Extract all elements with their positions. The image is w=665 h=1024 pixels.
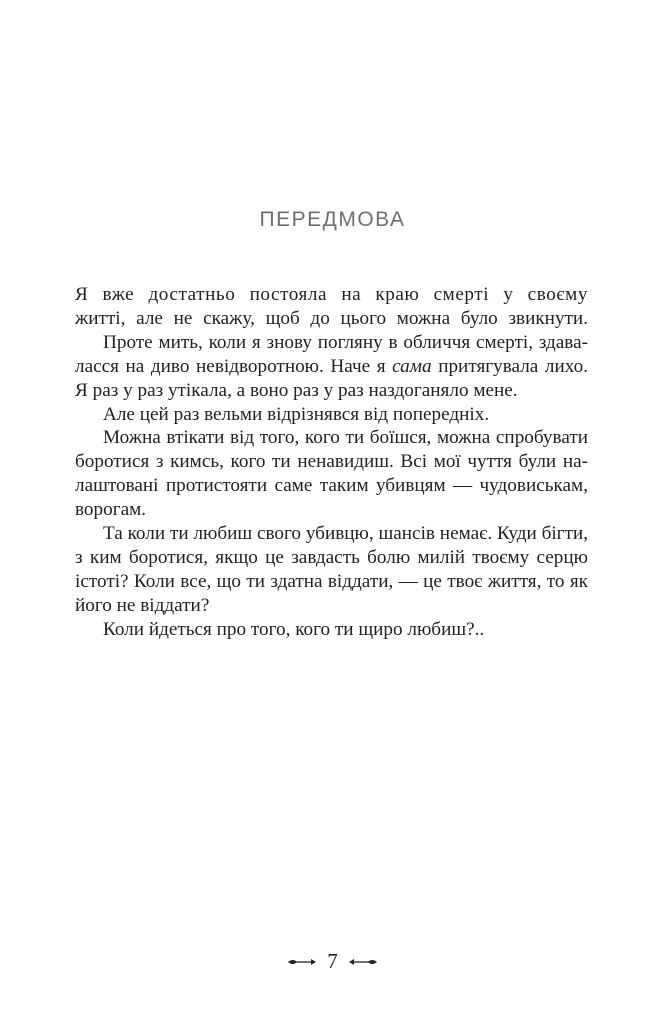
preface-text <box>75 283 588 642</box>
text-line: житті, але не скажу, щоб до цього можна було звикнути. <box>75 307 588 329</box>
page-number: 7 <box>327 949 338 973</box>
text-line: ворогам. <box>75 499 147 521</box>
chapter-heading: ПЕРЕДМОВА <box>259 208 406 231</box>
text-line: лаштовані протистояти саме таким убивцям — чудовиськам, <box>75 475 588 497</box>
text-line: Але цей раз вельми відрізнявся від попередніх. <box>103 403 490 425</box>
text-fragment: притягувала лихо. <box>431 355 589 377</box>
text-line: його не віддати? <box>75 594 210 616</box>
text-line: боротися з кимсь, кого ти ненавидиш. Всі мої чуття були на- <box>75 451 588 473</box>
text-line: Коли йдеться про того, кого ти щиро любиш?.. <box>103 618 485 640</box>
text-line: істоті? Коли все, що ти здатна віддати, — це твоє життя, то як <box>75 570 588 592</box>
ornament-left-icon <box>287 956 317 968</box>
text-line: з ким боротися, якщо це завдасть болю милій твоєму серцю <box>75 546 588 568</box>
text-line: Та коли ти любиш свого убивцю, шансів немає. Куди бігти, <box>103 523 588 545</box>
text-line: Проте мить, коли я знову погляну в обличчя смерті, здава- <box>103 331 588 353</box>
text-line: Можна втікати від того, кого ти боїшся, можна спробувати <box>103 427 588 449</box>
text-line: Я раз у раз утікала, а воно раз у раз наздоганяло мене. <box>75 379 518 401</box>
ornament-right-icon <box>348 956 378 968</box>
page-number-footer <box>0 949 665 974</box>
text-line <box>75 355 588 379</box>
emphasis-text: сама <box>392 355 432 377</box>
text-line: Я вже достатньо постояла на краю смерті у своєму <box>75 284 588 305</box>
text-fragment: ласся на диво невідворотною. Наче я <box>75 355 393 377</box>
